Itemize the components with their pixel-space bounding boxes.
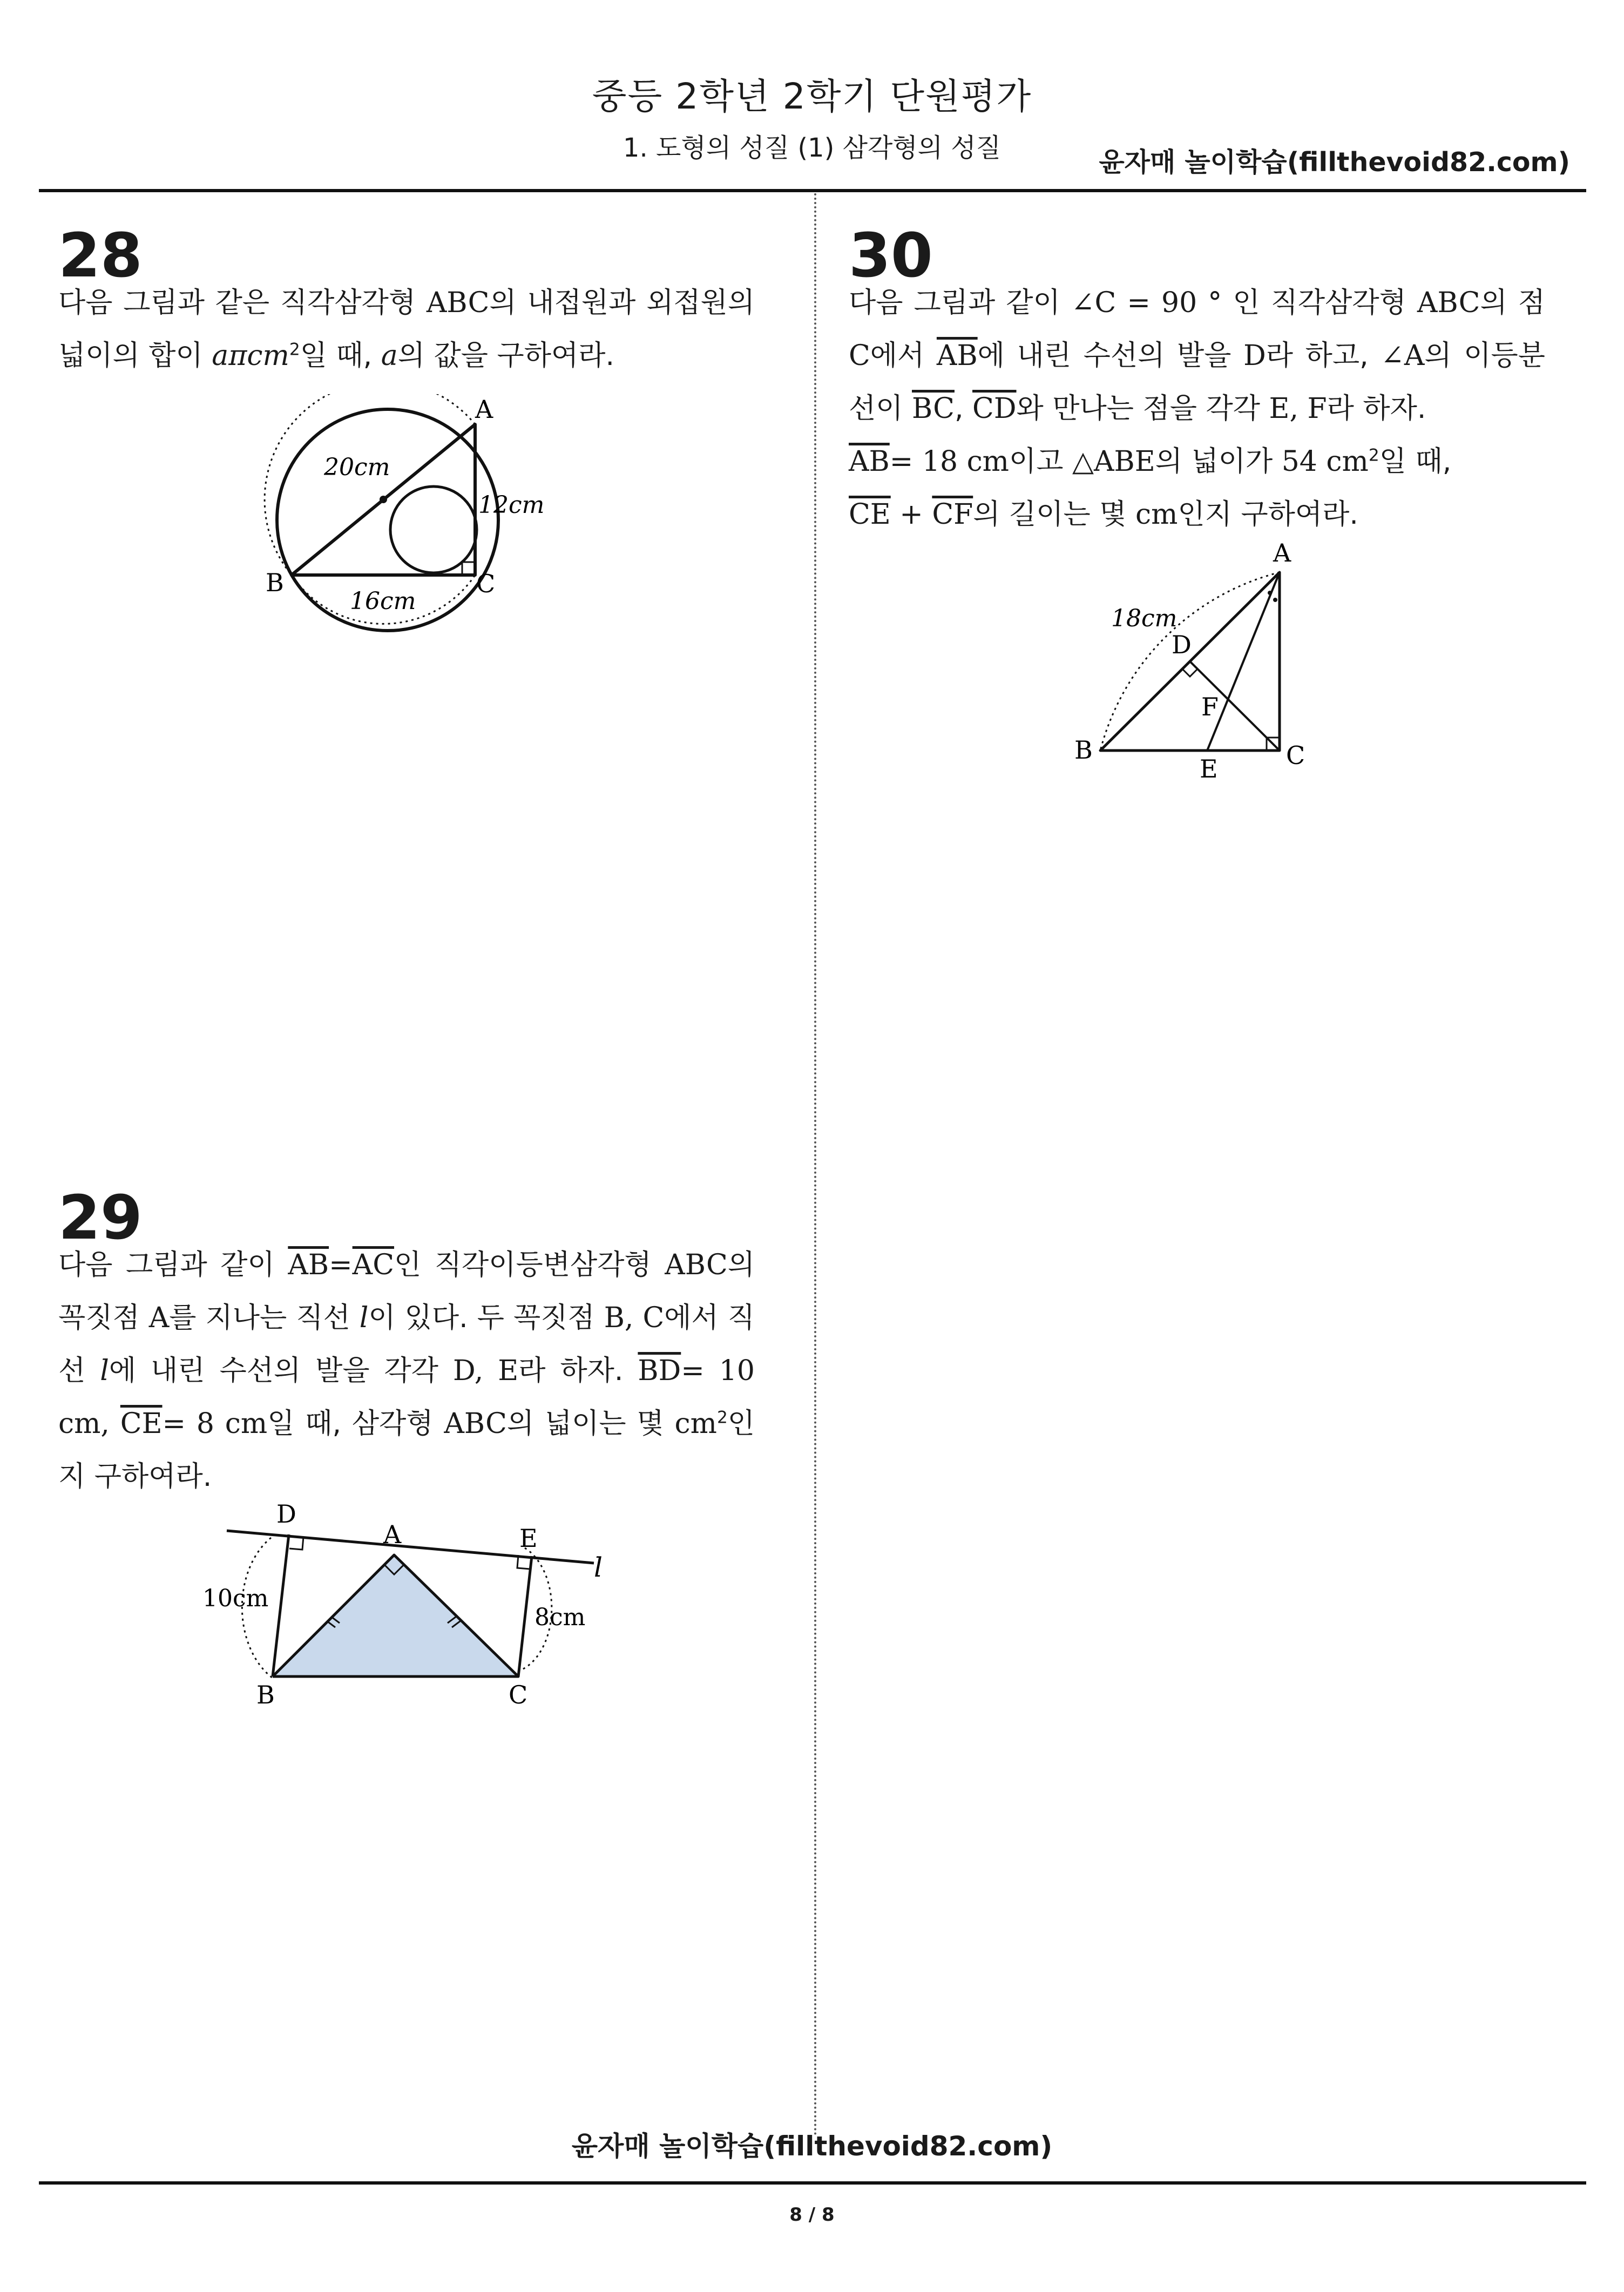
header-rule (39, 189, 1586, 192)
page-number: 8 / 8 (789, 2204, 835, 2226)
label-leg-bc: 16cm (350, 587, 416, 615)
label-d: D (276, 1499, 296, 1529)
header-brand: 윤자매 놀이학습(fillthevoid82.com) (1099, 147, 1570, 178)
segment-ae (1207, 572, 1280, 751)
label-b: B (266, 568, 284, 597)
question-number-28: 28 (58, 221, 143, 291)
label-leg-ac: 12cm (478, 491, 545, 519)
label-ce-length: 8cm (534, 1604, 586, 1631)
right-angle-mark-d (1182, 669, 1197, 677)
label-e: E (519, 1524, 538, 1553)
angle-bisector-dot-2 (1273, 598, 1277, 602)
label-a: A (475, 395, 493, 424)
label-f: F (1201, 692, 1219, 721)
label-ab-length: 18cm (1111, 605, 1178, 632)
incircle (390, 486, 477, 573)
page-title: 중등 2학년 2학기 단원평가 (592, 76, 1032, 117)
footer-brand: 윤자매 놀이학습(fillthevoid82.com) (571, 2131, 1053, 2162)
label-c: C (509, 1680, 528, 1709)
line-l (227, 1531, 594, 1563)
unit-subtitle: 1. 도형의 성질 (1) 삼각형의 성질 (622, 133, 1002, 163)
question-number-29: 29 (58, 1183, 143, 1253)
figure-29 (194, 1496, 626, 1722)
label-b: B (256, 1680, 275, 1709)
question-text-29: 다음 그림과 같이 $\overline{AB}=\overline{AC}$인 직각이등변삼각형 ABC의 꼭짓점 A를 지나는 직선 l이 있다. 두 꼭짓점 B, C에서 직선 l에 내린 수선의 발을 각각 D, E라 하자. $\overline{BD}= 10$ cm, $\overline{CE}= 8$ cm일 때, 삼각형 ABC의 넓이는 몇 $cm^2$인지 구하여라. (58, 1249, 755, 1493)
right-angle-mark (462, 562, 475, 575)
label-c: C (1286, 741, 1305, 770)
column-divider (814, 193, 816, 2137)
label-e: E (1200, 754, 1218, 783)
question-number-30: 30 (849, 221, 933, 291)
label-l: l (594, 1552, 603, 1583)
label-b: B (1074, 735, 1093, 765)
label-d: D (1172, 630, 1192, 659)
question-text-30: 다음 그림과 같이 ∠C = 90 ° 인 직각삼각형 ABC의 점 C에서 $\overline{AB}$에 내린 수선의 발을 D라 하고, ∠A의 이등분선이 $\overline{BC}$, $\overline{CD}$와 만나는 점을 각각 E, F라 하자. $\overline{AB}= 18$ cm이고 △ABE의 넓이가 54 $cm^2$일 때, $\overline{CE} + \overline{CF}$의 길이는 몇 cm인지 구하여라. (849, 287, 1545, 531)
angle-bisector-dot-1 (1268, 591, 1272, 595)
label-a: A (1273, 538, 1291, 567)
figure-28 (254, 394, 572, 643)
label-hypotenuse: 20cm (324, 454, 390, 481)
segment-ce (518, 1556, 532, 1676)
dashed-arc-hypotenuse (265, 394, 475, 575)
question-text-28: 다음 그림과 같은 직각삼각형 ABC의 내접원과 외접원의 넓이의 합이 aπcm$^2$일 때, a의 값을 구하여라. (58, 287, 755, 372)
label-a: A (383, 1520, 402, 1549)
figure-30 (1058, 537, 1328, 791)
circumcenter-dot (380, 496, 387, 503)
label-bd-length: 10cm (202, 1585, 269, 1612)
segment-bd (273, 1534, 289, 1676)
footer-rule (39, 2181, 1586, 2185)
label-c: C (476, 569, 496, 598)
